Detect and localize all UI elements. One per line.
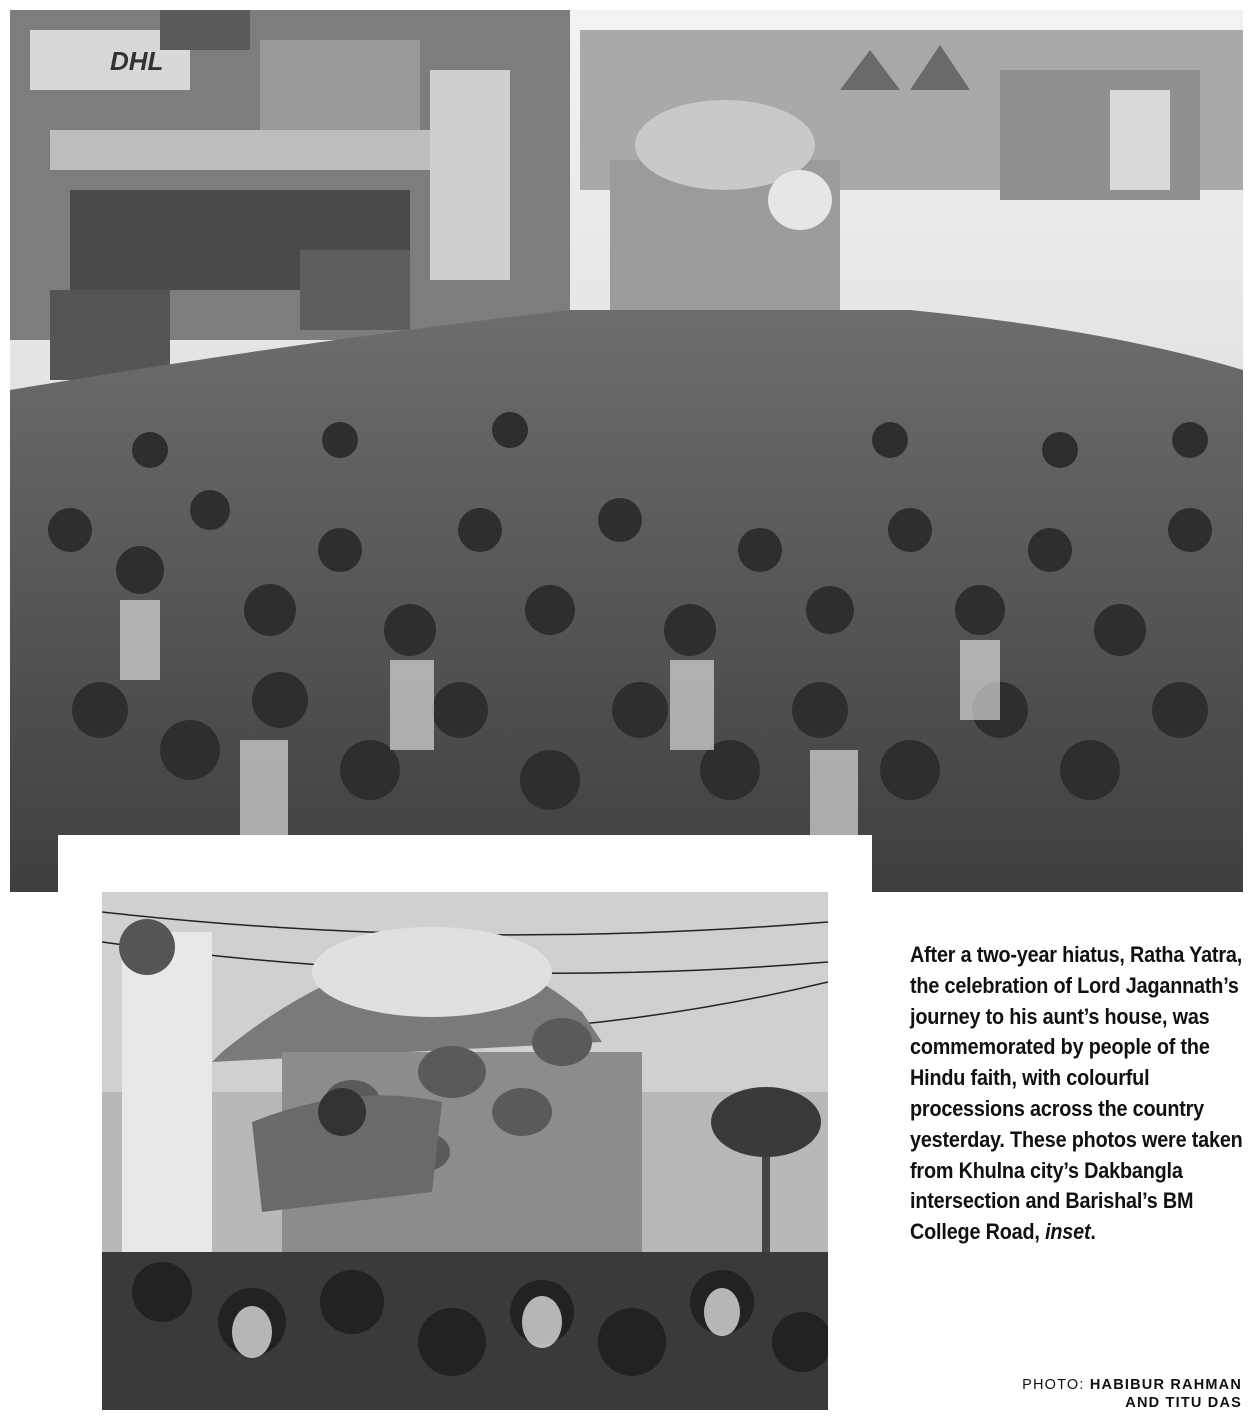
photo-credit <box>1022 1376 1242 1412</box>
photo-caption <box>910 940 1246 1248</box>
caption-inset-word: inset <box>1045 1219 1091 1245</box>
main-photo-graphic <box>10 10 1243 892</box>
caption-text: After a two-year hiatus, Ratha Yatra, the celebration of Lord Jagannath’s journey to his aunt’s house, was commemorated by people of the Hindu faith, with colourful processions across the country yesterday. These photos were taken from Khulna city’s Dakbangla intersection and Barishal’s BM College Road, <box>910 942 1243 1245</box>
dhl-sign: DHL <box>110 46 164 76</box>
inset-photo-graphic <box>102 892 828 1410</box>
main-procession-photo <box>10 10 1243 892</box>
credit-names-line1: HABIBUR RAHMAN <box>1089 1377 1242 1393</box>
caption-end: . <box>1090 1219 1096 1245</box>
inset-chariot-photo <box>102 892 828 1410</box>
credit-names-line2: AND TITU DAS <box>1125 1395 1242 1411</box>
credit-label: PHOTO: <box>1022 1377 1085 1393</box>
